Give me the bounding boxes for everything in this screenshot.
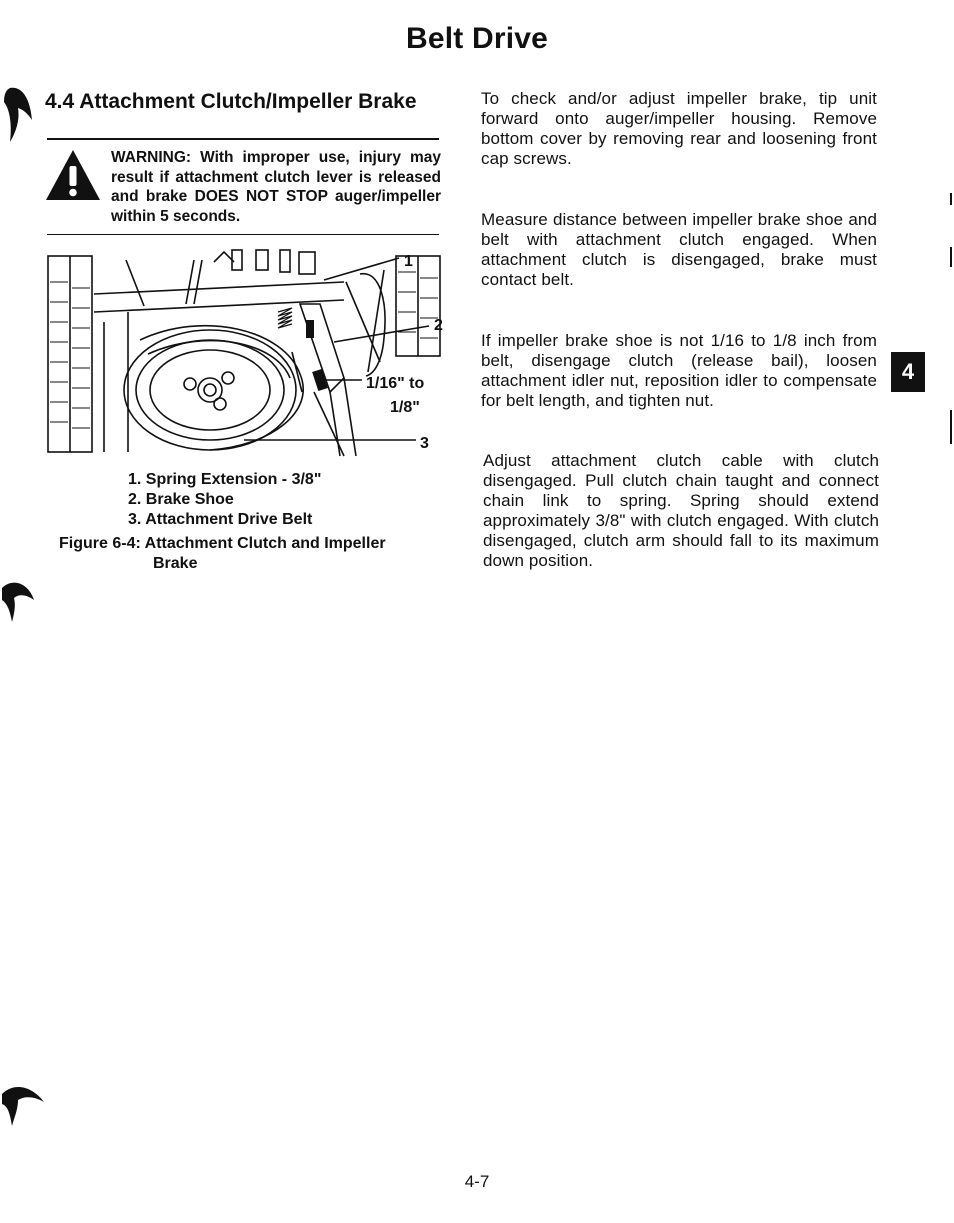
gap-callout-line1: 1/16" to [366,375,425,392]
callout-3: 3 [420,435,429,452]
figure-title-continued: Brake [153,555,198,572]
margin-mark [950,193,952,205]
clutch-brake-illustration [44,242,454,464]
paragraph: To check and/or adjust impeller brake, tip unit forward onto auger/impeller housing. Remove bottom cover by removing rear and loosening front cap screws. [481,89,877,168]
binding-hole-mark [0,1080,50,1130]
warning-icon [44,148,102,202]
paragraph: Measure distance between impeller brake shoe and belt with attachment clutch engaged. When attachment clutch is disengaged, brake must contact belt. [481,210,877,289]
margin-mark [950,410,952,444]
warning-rule [47,234,439,235]
caption-item: 1. Spring Extension - 3/8" [128,471,322,488]
binding-hole-mark [0,578,40,628]
figure-caption [40,470,450,574]
heading-rule [47,138,439,140]
paragraph: If impeller brake shoe is not 1/16 to 1/8 inch from belt, disengage clutch (release bail), loosen attachment idler nut, reposition idler to compensate for belt length, and tighten nut. [481,331,877,410]
chapter-tab: 4 [891,352,925,392]
caption-item: 3. Attachment Drive Belt [128,511,313,528]
callout-2: 2 [434,317,443,334]
gap-callout-line2: 1/8" [390,399,420,416]
figure-title: Figure 6-4: Attachment Clutch and Impeller [59,535,386,552]
paragraph: Adjust attachment clutch cable with clutch disengaged. Pull clutch chain taught and connect chain link to spring. Spring should extend approximately 3/8" with clutch engaged. With clutch disengaged, clutch arm should fall to its maximum down position. [483,451,879,570]
binding-hole-mark [0,80,40,150]
margin-mark [950,247,952,267]
warning-text: WARNING: With improper use, injury may result if attachment clutch lever is released and brake DOES NOT STOP auger/impeller within 5 seconds. [111,149,441,225]
callout-1: 1 [404,253,413,270]
section-heading: 4.4 Attachment Clutch/Impeller Brake [45,90,417,113]
page-title: Belt Drive [405,22,549,55]
caption-item: 2. Brake Shoe [128,491,234,508]
page-number: 4-7 [464,1172,490,1191]
